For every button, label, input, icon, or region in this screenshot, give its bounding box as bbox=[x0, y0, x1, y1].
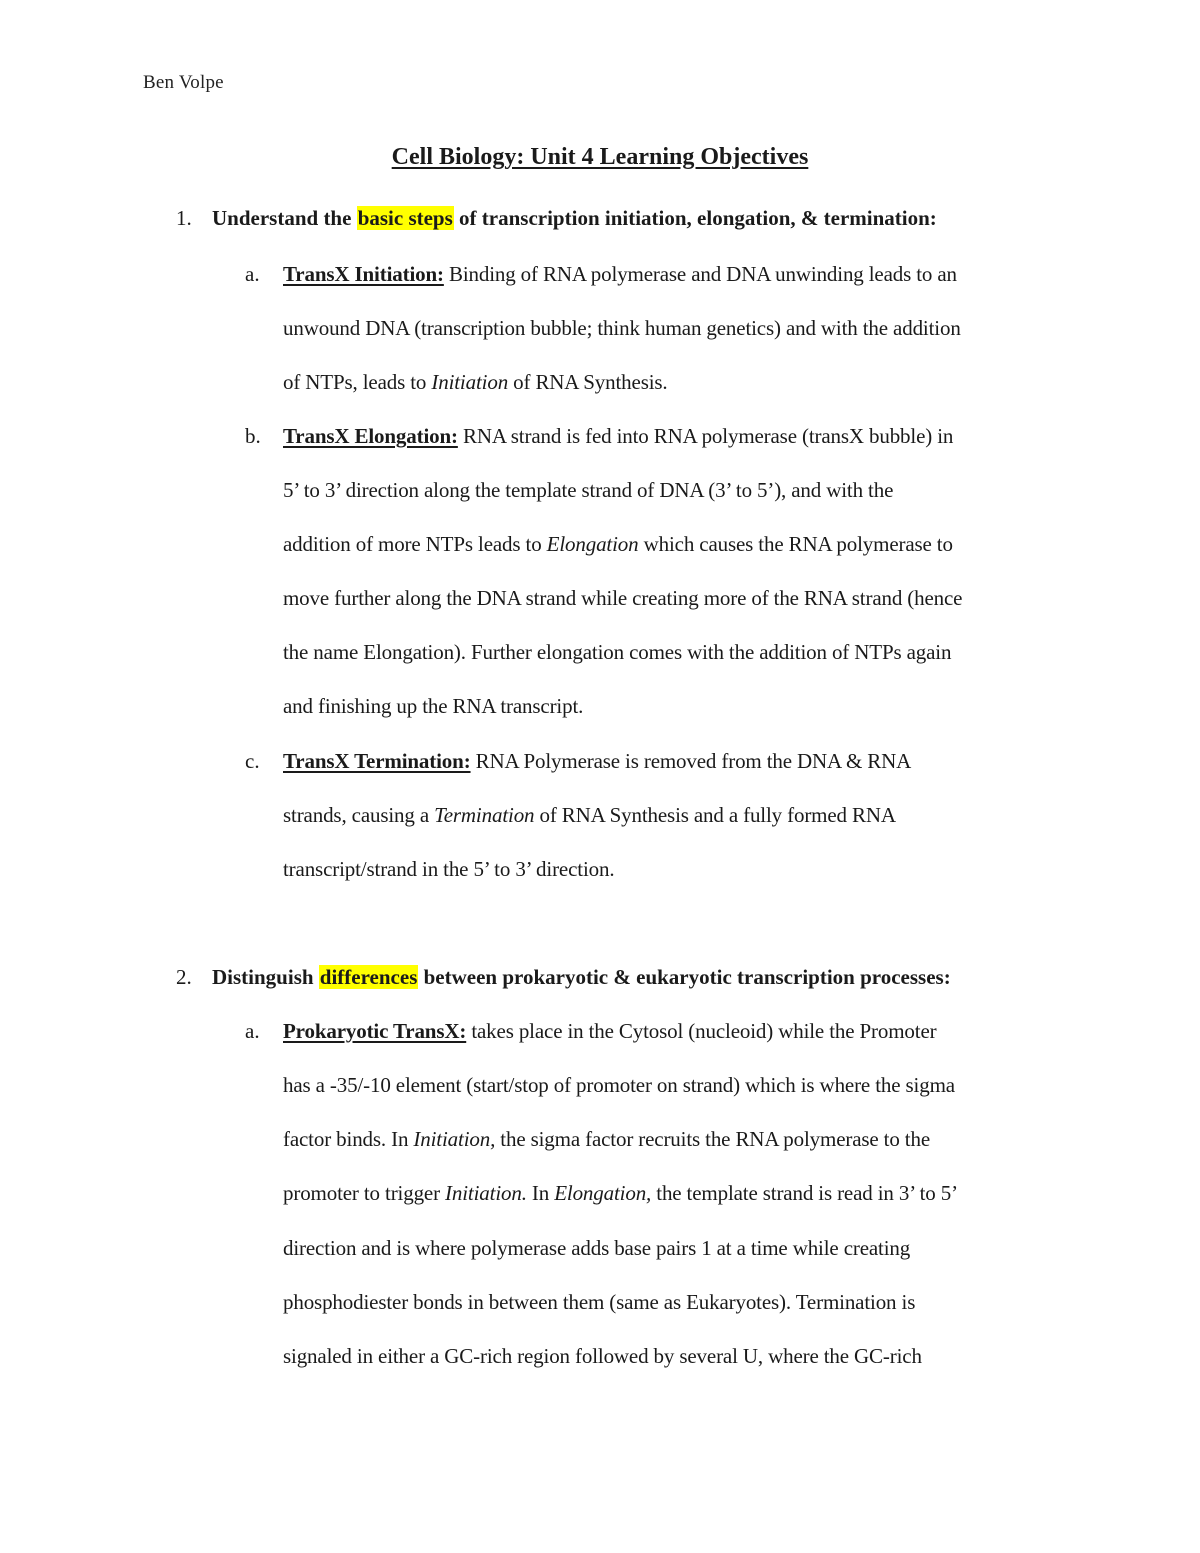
paragraph-line: signaled in either a GC-rich region followed by several U, where the GC-rich bbox=[283, 1344, 922, 1368]
section-heading bbox=[212, 965, 951, 990]
italic-term: Initiation, bbox=[413, 1127, 496, 1151]
item-label: TransX Elongation: bbox=[283, 424, 458, 448]
line-text: In bbox=[526, 1181, 555, 1205]
line-text: which causes the RNA polymerase to bbox=[638, 532, 953, 556]
highlighted-text: basic steps bbox=[357, 206, 453, 230]
section-number: 1. bbox=[176, 206, 192, 230]
line-text: addition of more NTPs leads to bbox=[283, 532, 547, 556]
paragraph-line: and finishing up the RNA transcript. bbox=[283, 694, 584, 718]
section-number: 2. bbox=[176, 965, 192, 989]
item-label: TransX Initiation: bbox=[283, 262, 444, 286]
italic-term: Termination bbox=[434, 803, 535, 827]
paragraph-line bbox=[283, 1127, 930, 1152]
paragraph-line bbox=[283, 749, 911, 774]
line-text: promoter to trigger bbox=[283, 1181, 446, 1205]
paragraph-line bbox=[283, 424, 953, 449]
item-letter: a. bbox=[245, 262, 260, 286]
line-text: takes place in the Cytosol (nucleoid) while the Promoter bbox=[466, 1019, 937, 1043]
item-letter: c. bbox=[245, 749, 260, 773]
paragraph-line: has a -35/-10 element (start/stop of promoter on strand) which is where the sigma bbox=[283, 1073, 955, 1097]
italic-term: Initiation bbox=[431, 370, 509, 394]
item-label: Prokaryotic TransX: bbox=[283, 1019, 467, 1043]
italic-term: Initiation. bbox=[445, 1181, 527, 1205]
heading-text: of transcription initiation, elongation, & termination: bbox=[453, 206, 937, 230]
paragraph-line bbox=[283, 1181, 958, 1206]
item-label: TransX Termination: bbox=[283, 749, 471, 773]
line-text: the template strand is read in 3’ to 5’ bbox=[651, 1181, 958, 1205]
paragraph-line bbox=[283, 532, 953, 557]
page-title: Cell Biology: Unit 4 Learning Objectives bbox=[391, 144, 809, 170]
line-text: strands, causing a bbox=[283, 803, 435, 827]
item-letter: a. bbox=[245, 1019, 260, 1043]
highlighted-text: differences bbox=[319, 965, 418, 989]
line-text: RNA strand is fed into RNA polymerase (transX bubble) in bbox=[457, 424, 954, 448]
paragraph-line bbox=[283, 803, 896, 828]
line-text: of RNA Synthesis and a fully formed RNA bbox=[534, 803, 896, 827]
paragraph-line: direction and is where polymerase adds base pairs 1 at a time while creating bbox=[283, 1236, 911, 1260]
paragraph-line: move further along the DNA strand while creating more of the RNA strand (hence bbox=[283, 586, 963, 610]
paragraph-line: transcript/strand in the 5’ to 3’ direction. bbox=[283, 857, 615, 881]
section-heading bbox=[212, 206, 937, 231]
item-letter: b. bbox=[245, 424, 261, 448]
italic-term: Elongation, bbox=[554, 1181, 652, 1205]
paragraph-line bbox=[283, 1019, 936, 1044]
italic-term: Elongation bbox=[546, 532, 639, 556]
line-text: RNA Polymerase is removed from the DNA & RNA bbox=[470, 749, 912, 773]
paragraph-line: 5’ to 3’ direction along the template strand of DNA (3’ to 5’), and with the bbox=[283, 478, 894, 502]
paragraph-line bbox=[283, 262, 957, 287]
paragraph-line: unwound DNA (transcription bubble; think human genetics) and with the addition bbox=[283, 316, 961, 340]
line-text: factor binds. In bbox=[283, 1127, 414, 1151]
heading-text: between prokaryotic & eukaryotic transcription processes: bbox=[418, 965, 951, 989]
line-text: the sigma factor recruits the RNA polymerase to the bbox=[495, 1127, 931, 1151]
heading-text: Distinguish bbox=[212, 965, 319, 989]
line-text: of NTPs, leads to bbox=[283, 370, 432, 394]
heading-text: Understand the bbox=[212, 206, 357, 230]
paragraph-line: phosphodiester bonds in between them (same as Eukaryotes). Termination is bbox=[283, 1290, 916, 1314]
line-text: Binding of RNA polymerase and DNA unwinding leads to an bbox=[443, 262, 957, 286]
paragraph-line: the name Elongation). Further elongation comes with the addition of NTPs again bbox=[283, 640, 952, 664]
header-author-name: Ben Volpe bbox=[143, 72, 224, 93]
paragraph-line bbox=[283, 370, 668, 395]
line-text: of RNA Synthesis. bbox=[508, 370, 668, 394]
